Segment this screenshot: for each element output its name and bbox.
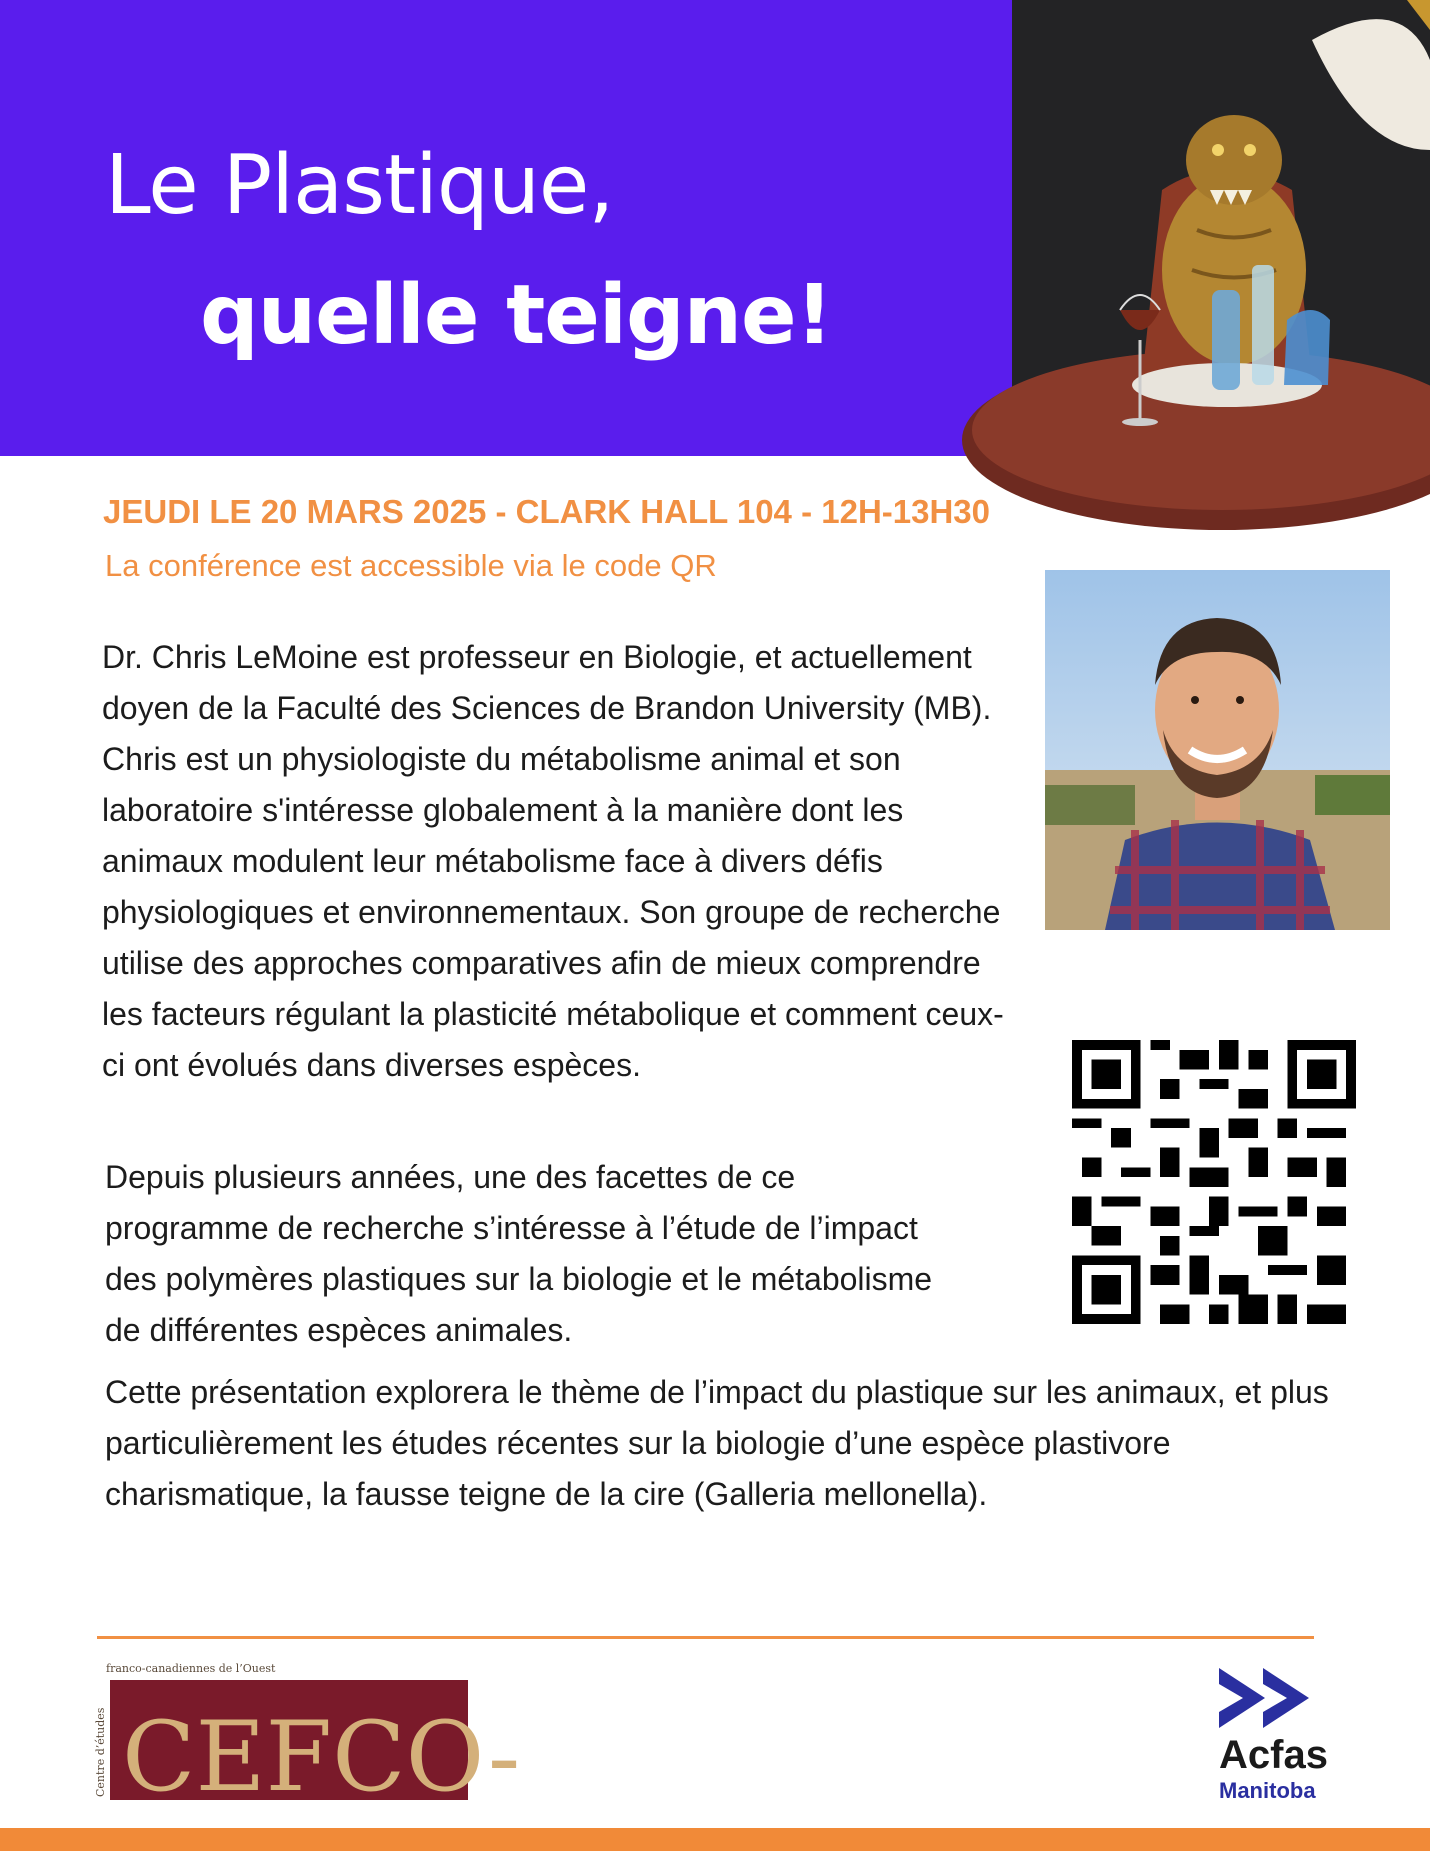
bottom-accent-bar <box>0 1828 1430 1851</box>
cefco-wordmark: CEFCO- <box>122 1701 521 1813</box>
qr-access-note: La conférence est accessible via le code QR <box>105 548 717 583</box>
speaker-photo <box>1045 570 1390 930</box>
cefco-logo <box>92 1662 521 1813</box>
bio-paragraph: Dr. Chris LeMoine est professeur en Biologie, et actuellement doyen de la Faculté des Sciences de Brandon University (MB). Chris est un physiologiste du métabolisme animal et son laboratoire s'intéresse globalement à la manière dont les animaux modulent leur métabolisme face à divers défis physiologiques et environnementaux. Son groupe de recherche utilise des approches comparatives afin de mieux comprendre les facteurs régulant la plasticité métabolique et comment ceux-ci ont évolués dans diverses espèces. <box>102 639 1004 1083</box>
cefco-side-text: Centre d’études <box>94 1707 107 1797</box>
cefco-top-text: franco-canadiennes de l’Ouest <box>106 1662 276 1675</box>
qr-code-icon[interactable] <box>1072 1040 1356 1324</box>
acfas-name: Acfas <box>1219 1733 1328 1777</box>
presentation-paragraph: Cette présentation explorera le thème de l’impact du plastique sur les animaux, et plus particulièrement les études récentes sur la biologie d’une espèce plastivore charismatique, la fausse teigne de la cire (Galleria mellonella). <box>105 1374 1329 1512</box>
event-details: JEUDI LE 20 MARS 2025 - CLARK HALL 104 - 12H-13H30 <box>103 493 991 530</box>
research-paragraph: Depuis plusieurs années, une des facettes de ce programme de recherche s’intéresse à l’étude de l’impact des polymères plastiques sur la biologie et le métabolisme de différentes espèces animales. <box>105 1159 933 1348</box>
title-banner <box>0 0 1012 456</box>
title-line-2: quelle teigne! <box>200 268 833 363</box>
acfas-region: Manitoba <box>1219 1778 1316 1803</box>
moth-monster-illustration <box>1012 0 1430 456</box>
footer-divider <box>97 1636 1314 1639</box>
acfas-logo <box>1205 1660 1345 1810</box>
title-line-1: Le Plastique, <box>105 138 614 233</box>
